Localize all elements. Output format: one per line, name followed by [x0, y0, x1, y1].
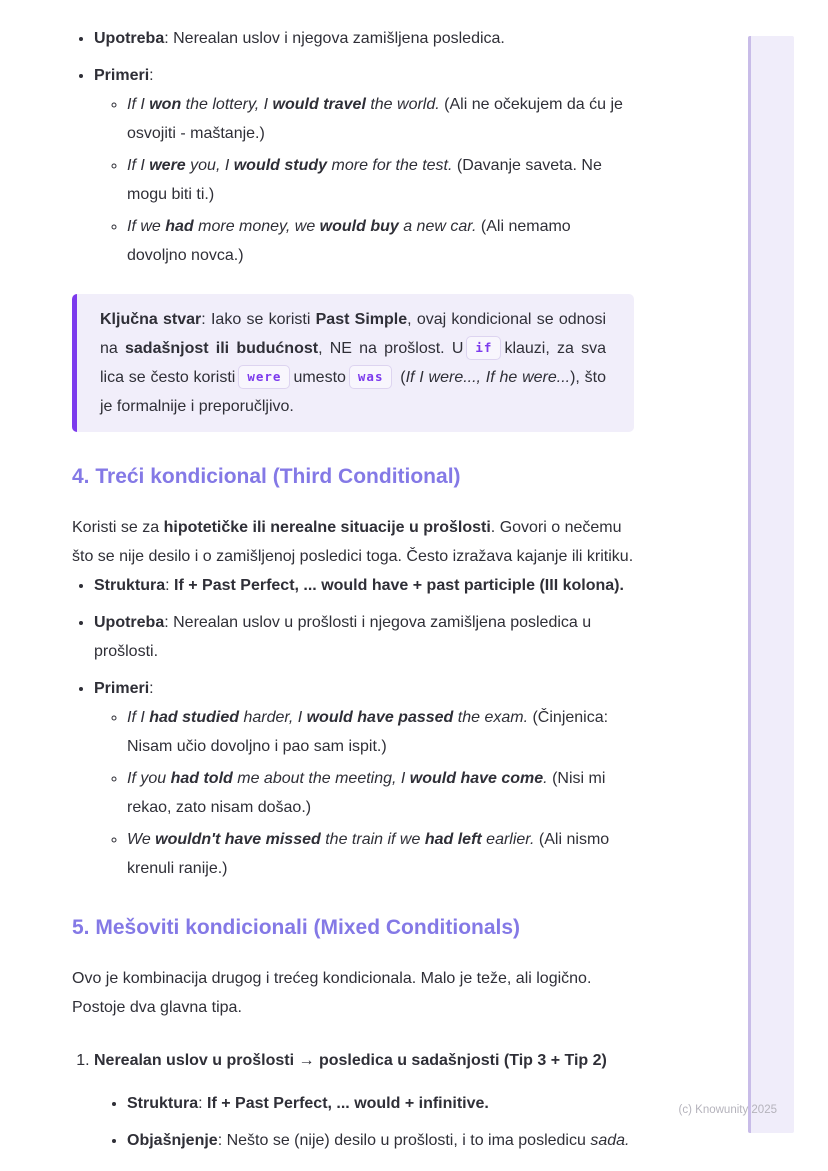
- example-text: If I were you, I would study more for the test. (Davanje saveta. Ne mogu biti ti.): [127, 157, 602, 203]
- key-note-callout: [72, 294, 634, 432]
- document-content: [72, 0, 634, 1163]
- example-text: We wouldn't have missed the train if we had left earlier. (Ali nismo krenuli ranije.): [127, 831, 610, 877]
- example-item: [127, 764, 634, 822]
- bullet-upotreba: [94, 24, 634, 53]
- tip1-sub-list: [94, 1089, 634, 1155]
- bullet-struktura-text: Struktura: If + Past Perfect, ... would + infinitive.: [127, 1095, 489, 1112]
- mixed-conditionals-list: [72, 1046, 634, 1155]
- key-note-text: Ključna stvar: Iako se koristi Past Simple, ovaj kondicional se odnosi na sadašnjost ili budućnost, NE na prošlost. U if klauzi, za sva lica se često koristi were umesto was (If I were..., If he were...), što je formalnije i preporučljivo.: [100, 311, 607, 415]
- section-5-heading: 5. Mešoviti kondicionali (Mixed Conditionals): [72, 916, 521, 939]
- watermark: (c) Knowunity 2025: [678, 1104, 777, 1116]
- section-4-heading: 4. Treći kondicional (Third Conditional): [72, 465, 461, 488]
- section-5-intro: Ovo je kombinacija drugog i trećeg kondicionala. Malo je teže, ali logično. Postoje dva glavna tipa.: [72, 970, 592, 1016]
- numbered-item-text: Nerealan uslov u prošlosti → posledica u sadašnjosti (Tip 3 + Tip 2): [94, 1052, 607, 1069]
- example-item: [127, 151, 634, 209]
- numbered-item-tip1: [94, 1046, 634, 1155]
- example-item: [127, 703, 634, 761]
- bullet-struktura: [94, 571, 634, 600]
- example-item: [127, 825, 634, 883]
- bullet-primeri-text: Primeri:: [94, 67, 154, 84]
- example-text: If you had told me about the meeting, I would have come. (Nisi mi rekao, zato nisam došao.): [127, 770, 606, 816]
- bullet-upotreba-text: Upotreba: Nerealan uslov u prošlosti i njegova zamišljena posledica u prošlosti.: [94, 614, 592, 660]
- section-4-intro: Koristi se za hipotetičke ili nerealne situacije u prošlosti. Govori o nečemu što se nije desilo i o zamišljenoj posledici toga. Često izražava kajanje ili kritiku.: [72, 519, 634, 565]
- example-item: [127, 90, 634, 148]
- example-item: [127, 212, 634, 270]
- section-4-example-list: [94, 703, 634, 883]
- intro-example-list: [94, 90, 634, 270]
- example-text: If I won the lottery, I would travel the world. (Ali ne očekujem da ću je osvojiti - maštanje.): [127, 96, 623, 142]
- bullet-objasnjenje: [127, 1126, 634, 1155]
- example-text: If I had studied harder, I would have passed the exam. (Činjenica: Nisam učio dovoljno i pao sam ispit.): [127, 709, 609, 755]
- bullet-struktura-text: Struktura: If + Past Perfect, ... would have + past participle (III kolona).: [94, 577, 624, 594]
- bullet-primeri: [94, 674, 634, 883]
- bullet-upotreba: [94, 608, 634, 666]
- bullet-objasnjenje-text: Objašnjenje: Nešto se (nije) desilo u prošlosti, i to ima posledicu sada.: [127, 1132, 630, 1149]
- intro-bullet-list: [72, 24, 634, 270]
- bullet-primeri: [94, 61, 634, 270]
- bullet-upotreba-text: Upotreba: Nerealan uslov i njegova zamišljena posledica.: [94, 30, 505, 47]
- next-page-edge-strip: [748, 36, 794, 1133]
- bullet-primeri-text: Primeri:: [94, 680, 154, 697]
- example-text: If we had more money, we would buy a new car. (Ali nemamo dovoljno novca.): [127, 218, 571, 264]
- bullet-struktura: [127, 1089, 634, 1118]
- section-4-bullet-list: [72, 571, 634, 883]
